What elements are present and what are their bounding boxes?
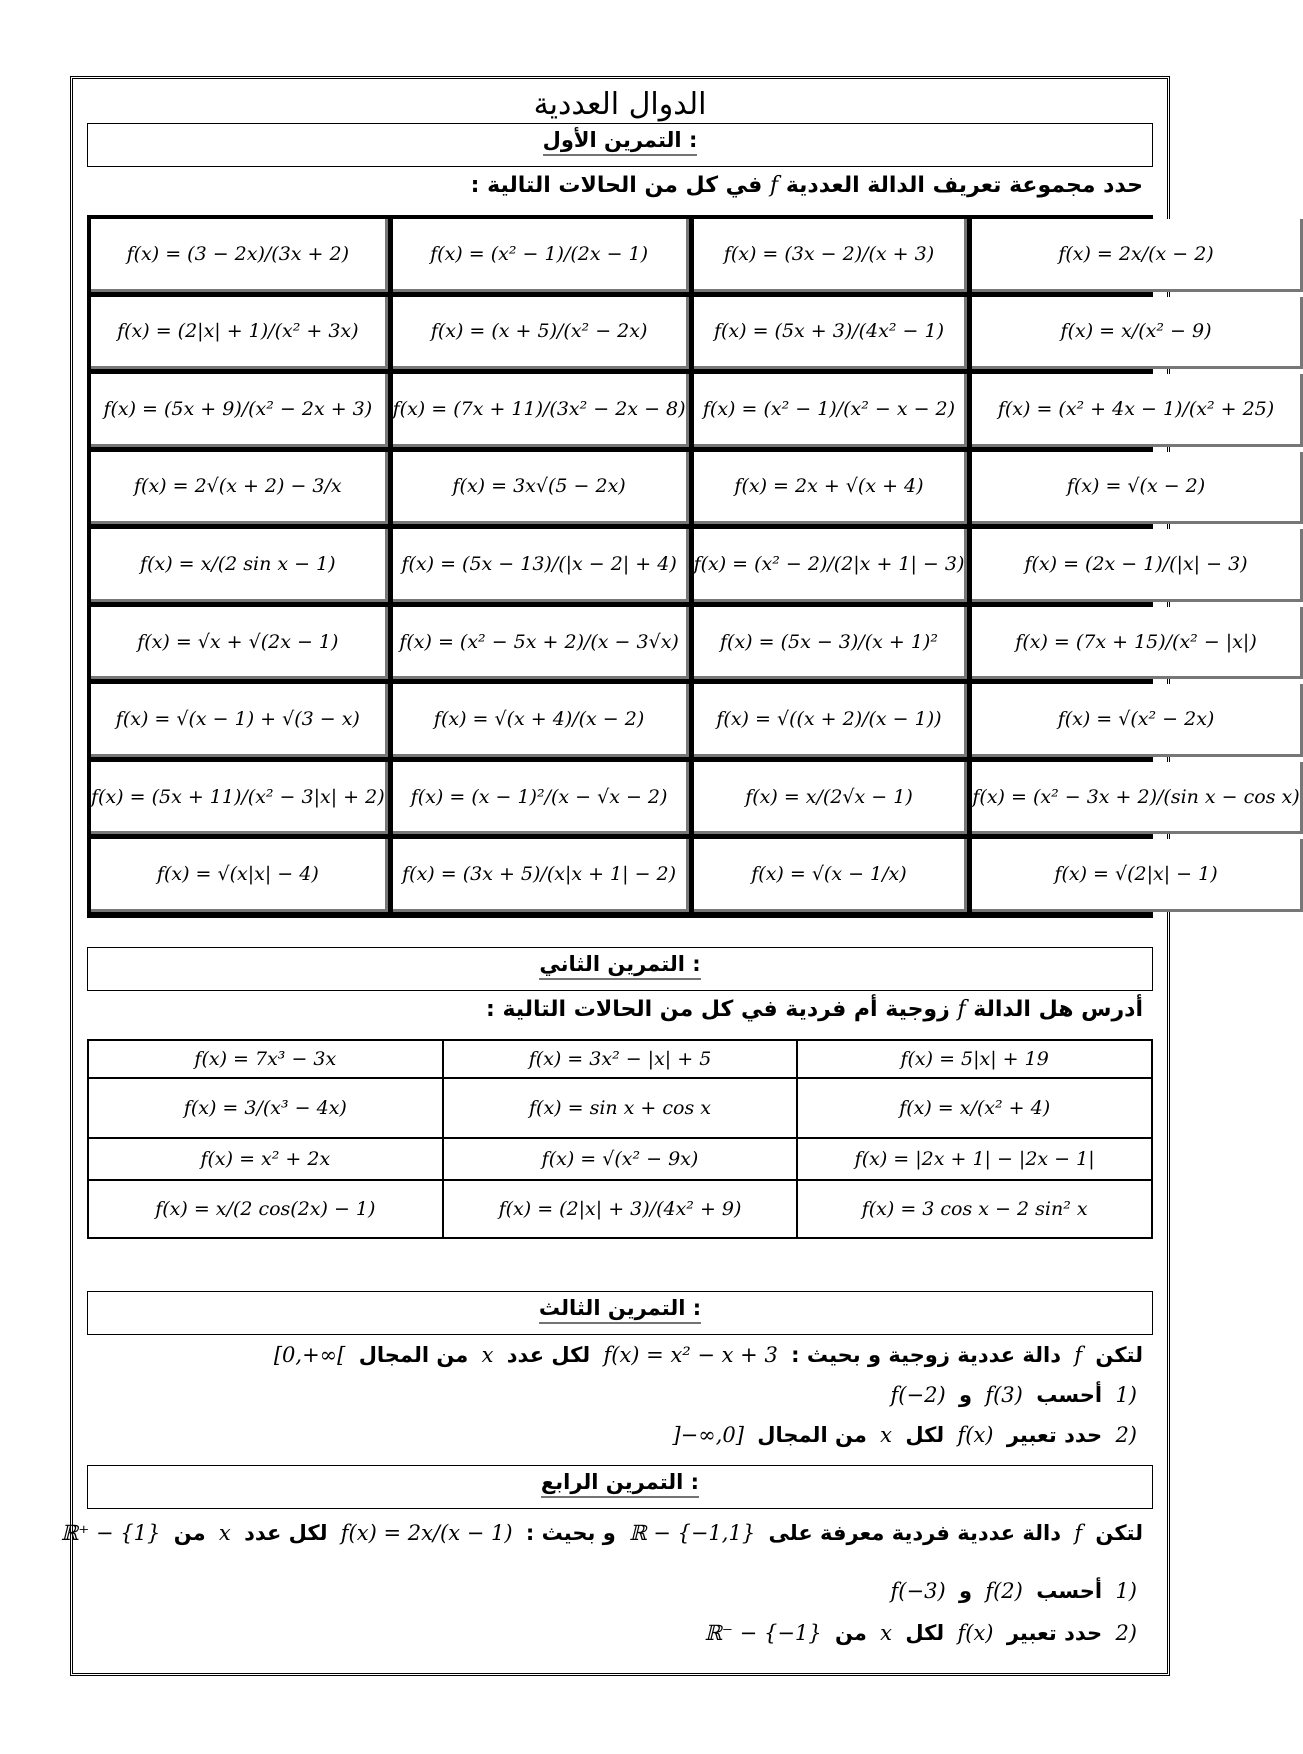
ex1-cell: f(x) = (5x − 13)/(|x − 2| + 4) (393, 529, 689, 602)
text: لتكن (1095, 1343, 1143, 1367)
math: x (481, 1343, 494, 1367)
page-title: الدوال العددية (533, 87, 707, 122)
exercise-3-line-1 (93, 1343, 1143, 1367)
math: x (880, 1423, 893, 1447)
math-equation: f(x) = x² − x + 3 (603, 1343, 778, 1367)
exercise-2-label: التمرين الثاني : (539, 948, 700, 980)
math: f(x) (957, 1621, 994, 1645)
ex1-cell: f(x) = x/(2√x − 1) (694, 762, 968, 835)
ex1-cell: f(x) = x/(x² − 9) (972, 297, 1302, 370)
ex1-cell: f(x) = x/(2 sin x − 1) (91, 529, 388, 602)
ex1-cell: f(x) = 2x + √(x + 4) (694, 452, 968, 525)
ex1-cell: f(x) = 2x/(x − 2) (972, 219, 1302, 292)
text: و (958, 1579, 973, 1603)
math: f(−2) (890, 1383, 946, 1407)
ex1-cell: f(x) = (5x + 11)/(x² − 3|x| + 2) (91, 762, 388, 835)
ex2-cell: f(x) = sin x + cos x (443, 1078, 798, 1138)
exercise-1-instruction (471, 173, 1143, 198)
text: حدد تعبير (1006, 1423, 1103, 1447)
math: f(−3) (890, 1579, 946, 1603)
ex2-cell: f(x) = x/(2 cos(2x) − 1) (88, 1180, 443, 1238)
ex1-cell: f(x) = (3x − 2)/(x + 3) (694, 219, 968, 292)
text: لكل (905, 1423, 945, 1447)
item-number: 1) (1115, 1579, 1137, 1603)
instruction-text: حدد مجموعة تعريف الدالة العددية (785, 173, 1143, 198)
math-set: ℝ − {−1,1} (629, 1521, 756, 1545)
exercise-2-instruction (486, 997, 1143, 1022)
text: من (834, 1621, 867, 1645)
text: من المجال (757, 1423, 867, 1447)
ex1-cell: f(x) = (x² − 3x + 2)/(sin x − cos x) (972, 762, 1302, 835)
ex2-cell: f(x) = 5|x| + 19 (797, 1040, 1152, 1078)
text: من المجال (358, 1343, 469, 1367)
exercise-1-label: التمرين الأول : (543, 124, 698, 156)
ex1-cell: f(x) = (2|x| + 1)/(x² + 3x) (91, 297, 388, 370)
text: لكل عدد (244, 1521, 328, 1545)
item-number: 1) (1115, 1383, 1137, 1407)
math-set: ℝ⁺ − {1} (60, 1521, 161, 1545)
text: دالة عددية فردية معرفة على (768, 1521, 1062, 1545)
ex2-cell: f(x) = |2x + 1| − |2x − 1| (797, 1138, 1152, 1180)
math: f(x) (957, 1423, 994, 1447)
ex1-cell: f(x) = √(x + 4)/(x − 2) (393, 684, 689, 757)
item-number: 2) (1115, 1621, 1137, 1645)
ex1-cell: f(x) = (5x + 3)/(4x² − 1) (694, 297, 968, 370)
math: f (1074, 1521, 1083, 1545)
instruction-variable: f (769, 173, 779, 198)
exercise-3-header (87, 1291, 1153, 1335)
exercise-4-header (87, 1465, 1153, 1509)
exercise-1-grid (87, 215, 1300, 918)
ex2-cell: f(x) = (2|x| + 3)/(4x² + 9) (443, 1180, 798, 1238)
instruction-tail: في كل من الحالات التالية : (470, 173, 763, 198)
instruction-tail: زوجية أم فردية في كل من الحالات التالية : (485, 997, 950, 1022)
ex1-cell: f(x) = (5x − 3)/(x + 1)² (694, 607, 968, 680)
math: f (1074, 1343, 1083, 1367)
instruction-variable: f (957, 997, 966, 1022)
ex1-cell: f(x) = √x + √(2x − 1) (91, 607, 388, 680)
ex1-cell: f(x) = √(2|x| − 1) (972, 839, 1302, 912)
math: x (218, 1521, 231, 1545)
exercise-3-line-3 (93, 1423, 1143, 1447)
exercise-4-line-3 (93, 1621, 1143, 1645)
text: لتكن (1095, 1521, 1143, 1545)
ex1-cell: f(x) = (2x − 1)/(|x| − 3) (972, 529, 1302, 602)
text: من (173, 1521, 206, 1545)
text: و بحيث : (525, 1521, 616, 1545)
text: لكل عدد (506, 1343, 591, 1367)
ex1-cell: f(x) = (7x + 15)/(x² − |x|) (972, 607, 1302, 680)
instruction-text: أدرس هل الدالة (973, 997, 1143, 1022)
ex1-cell: f(x) = (x² − 1)/(2x − 1) (393, 219, 689, 292)
exercise-4-line-1 (60, 1521, 1143, 1545)
ex1-cell: f(x) = (7x + 11)/(3x² − 2x − 8) (393, 374, 689, 447)
item-number: 2) (1115, 1423, 1137, 1447)
text: أحسب (1036, 1579, 1103, 1603)
exercise-3-label: التمرين الثالث : (539, 1292, 701, 1324)
math-interval: [0,+∞[ (273, 1343, 346, 1367)
exercise-1-header (87, 123, 1153, 167)
ex2-cell: f(x) = 7x³ − 3x (88, 1040, 443, 1078)
ex1-cell: f(x) = √(x|x| − 4) (91, 839, 388, 912)
text: أحسب (1036, 1383, 1103, 1407)
text: دالة عددية زوجية و بحيث : (791, 1343, 1062, 1367)
math-interval: ]−∞,0] (672, 1423, 744, 1447)
ex1-cell: f(x) = √(x − 2) (972, 452, 1302, 525)
ex1-cell: f(x) = (5x + 9)/(x² − 2x + 3) (91, 374, 388, 447)
exercise-4-label: التمرين الرابع : (541, 1466, 699, 1498)
ex1-cell: f(x) = (x + 5)/(x² − 2x) (393, 297, 689, 370)
ex1-cell: f(x) = (x² + 4x − 1)/(x² + 25) (972, 374, 1302, 447)
math: f(3) (985, 1383, 1023, 1407)
ex1-cell: f(x) = (x − 1)²/(x − √x − 2) (393, 762, 689, 835)
math-set: ℝ⁻ − {−1} (704, 1621, 822, 1645)
ex1-cell: f(x) = (3x + 5)/(x|x + 1| − 2) (393, 839, 689, 912)
ex1-cell: f(x) = 3x√(5 − 2x) (393, 452, 689, 525)
math-equation: f(x) = 2x/(x − 1) (340, 1521, 513, 1545)
exercise-4-line-2 (93, 1579, 1143, 1603)
ex2-cell: f(x) = √(x² − 9x) (443, 1138, 798, 1180)
ex2-cell: f(x) = x/(x² + 4) (797, 1078, 1152, 1138)
exercise-2-grid (87, 1039, 1153, 1239)
exercise-2-header (87, 947, 1153, 991)
ex1-cell: f(x) = (x² − 2)/(2|x + 1| − 3) (694, 529, 968, 602)
ex1-cell: f(x) = √((x + 2)/(x − 1)) (694, 684, 968, 757)
ex2-cell: f(x) = 3 cos x − 2 sin² x (797, 1180, 1152, 1238)
math: f(2) (985, 1579, 1023, 1603)
math: x (880, 1621, 893, 1645)
ex2-cell: f(x) = x² + 2x (88, 1138, 443, 1180)
ex1-cell: f(x) = √(x − 1) + √(3 − x) (91, 684, 388, 757)
text: لكل (905, 1621, 945, 1645)
ex1-cell: f(x) = (3 − 2x)/(3x + 2) (91, 219, 388, 292)
worksheet-frame (60, 76, 1300, 1676)
text: حدد تعبير (1006, 1621, 1103, 1645)
ex2-cell: f(x) = 3/(x³ − 4x) (88, 1078, 443, 1138)
ex1-cell: f(x) = √(x² − 2x) (972, 684, 1302, 757)
ex1-cell: f(x) = (x² − 5x + 2)/(x − 3√x) (393, 607, 689, 680)
ex2-cell: f(x) = 3x² − |x| + 5 (443, 1040, 798, 1078)
exercise-3-line-2 (93, 1383, 1143, 1407)
ex1-cell: f(x) = (x² − 1)/(x² − x − 2) (694, 374, 968, 447)
ex1-cell: f(x) = 2√(x + 2) − 3/x (91, 452, 388, 525)
text: و (958, 1383, 973, 1407)
ex1-cell: f(x) = √(x − 1/x) (694, 839, 968, 912)
